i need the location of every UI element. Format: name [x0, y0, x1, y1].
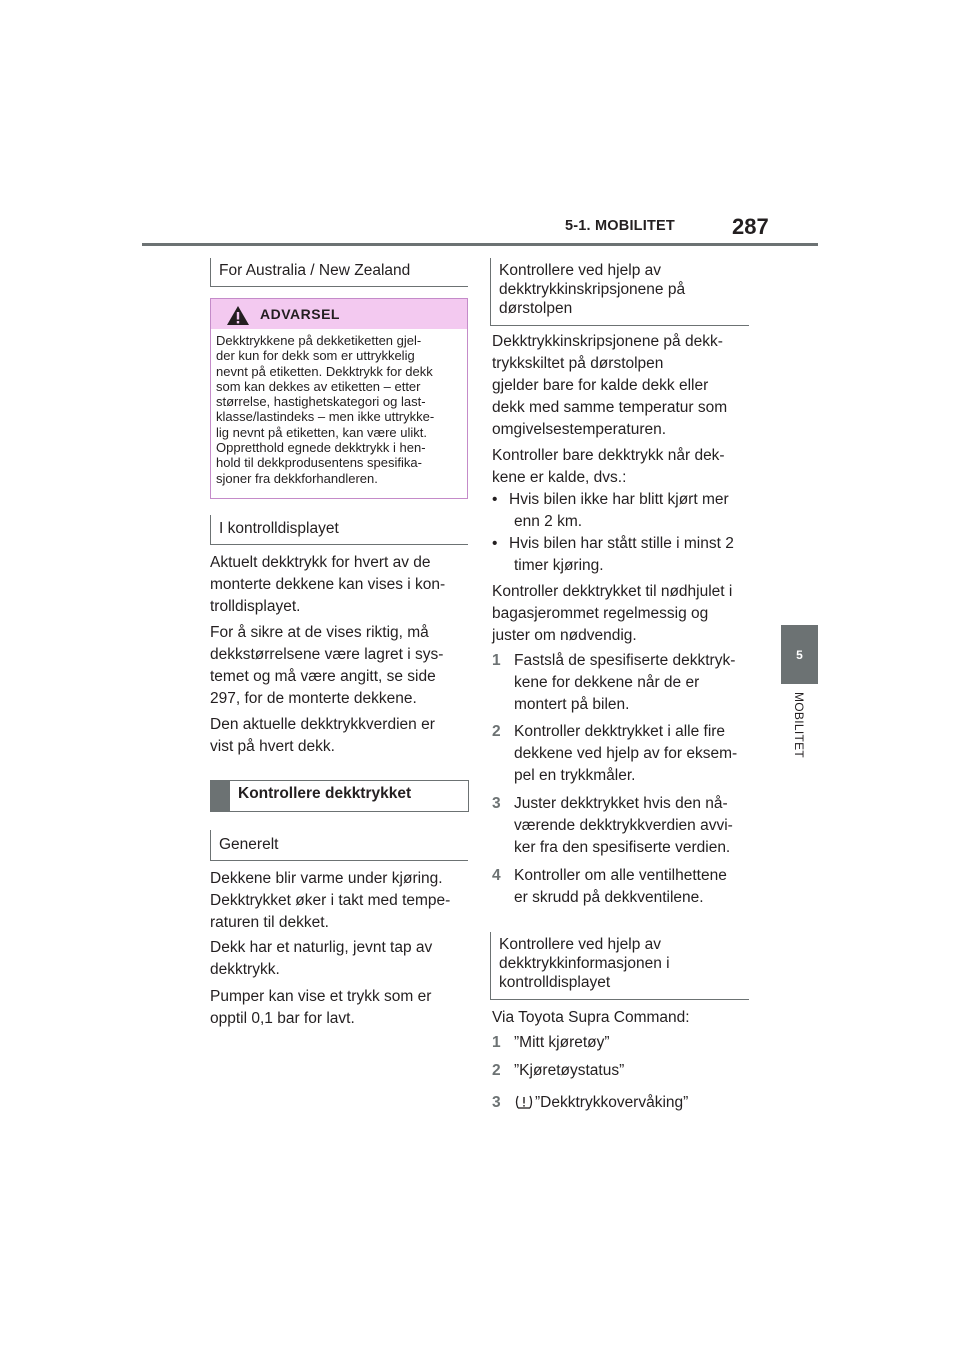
- text-line: Kontrollere ved hjelp av: [499, 936, 661, 953]
- main-heading: [210, 780, 469, 812]
- bullet-item: [492, 533, 752, 577]
- warning-line: lig nevnt på etiketten, kan være ulikt.: [216, 424, 428, 440]
- text-line: 297, for de monterte dekkene.: [210, 690, 417, 707]
- text-line: enn 2 km.: [514, 513, 583, 530]
- warning-line: nevnt på etiketten. Dekktrykk for dekk: [216, 363, 433, 379]
- warning-line: Oppretthold egnede dekktrykk i hen-: [216, 440, 426, 456]
- paragraph: [492, 331, 727, 441]
- text-line: raturen til dekket.: [210, 914, 329, 931]
- menu-step: [492, 1032, 752, 1054]
- warning-line: der kun for dekk som er uttrykkelig: [216, 348, 415, 364]
- text-line: omgivelsestemperaturen.: [492, 421, 667, 438]
- paragraph: Via Toyota Supra Command:: [492, 1009, 690, 1026]
- sub-heading-control-display: [210, 515, 468, 545]
- text-line: dørstolpen: [499, 300, 573, 317]
- text-line: monterte dekkene kan vises i kon-: [210, 576, 446, 593]
- text-line: Dekktrykket øker i takt med tempe-: [210, 892, 451, 909]
- menu-step: [492, 1060, 752, 1082]
- text-line: opptil 0,1 bar for lavt.: [210, 1010, 355, 1027]
- text-line: Pumper kan vise et trykk som er: [210, 988, 432, 1005]
- text-line: Juster dekktrykket hvis den nå-: [514, 795, 728, 812]
- chapter-tab: 5: [781, 625, 818, 684]
- sub-heading-doorpost: [490, 258, 749, 326]
- warning-line: hold til dekkprodusentens spesifika-: [216, 455, 422, 471]
- paragraph: [210, 937, 432, 981]
- warning-line: som kan dekkes av etiketten – etter: [216, 378, 421, 394]
- text-line: Fastslå de spesifiserte dekktryk-: [514, 652, 736, 669]
- menu-step: [492, 1092, 752, 1114]
- step-text: [514, 650, 735, 716]
- paragraph: [492, 581, 732, 647]
- text-line: timer kjøring.: [514, 557, 604, 574]
- paragraph: [210, 552, 445, 618]
- warning-line: sjoner fra dekkforhandleren.: [216, 470, 378, 486]
- text-line: kene for dekkene når de er: [514, 674, 700, 691]
- step-number: 2: [492, 723, 501, 740]
- menu-step-text: ”Kjøretøystatus”: [514, 1062, 625, 1079]
- heading-block: [210, 780, 230, 812]
- text-line: dekktrykkinformasjonen i: [499, 955, 670, 972]
- step-text: [514, 793, 733, 859]
- bullet-item: [492, 489, 752, 533]
- step-text: [514, 721, 737, 787]
- text-line: kontrolldisplayet: [499, 974, 611, 991]
- step-item: [492, 721, 752, 787]
- sub-heading-control-display-text: I kontrolldisplayet: [219, 520, 339, 537]
- text-line: For å sikre at de vises riktig, må: [210, 624, 429, 641]
- text-line: Kontroller dekktrykket i alle fire: [514, 723, 726, 740]
- warning-header: [211, 299, 467, 329]
- menu-step-text: ”Mitt kjøretøy”: [514, 1034, 610, 1051]
- header-rule: [142, 243, 818, 246]
- text-line: Dekktrykkinskripsjonene på dekk-: [492, 333, 723, 350]
- warning-line: størrelse, hastighetskategori og last-: [216, 394, 426, 410]
- text-line: dekk med samme temperatur som: [492, 399, 728, 416]
- tire-pressure-warning-icon: [514, 1094, 534, 1110]
- text-line: vist på hvert dekk.: [210, 738, 335, 755]
- text-line: Aktuelt dekktrykk for hvert av de: [210, 554, 431, 571]
- paragraph: [492, 445, 725, 489]
- step-number: 3: [492, 795, 501, 812]
- paragraph: [210, 714, 435, 758]
- bullet-text: [509, 489, 729, 533]
- text-line: Hvis bilen ikke har blitt kjørt mer: [509, 491, 729, 508]
- text-line: dekkene ved hjelp av for eksem-: [514, 745, 738, 762]
- text-line: trolldisplayet.: [210, 598, 301, 615]
- text-line: Hvis bilen har stått stille i minst 2: [509, 535, 734, 552]
- text-line: pel en trykkmåler.: [514, 767, 636, 784]
- step-item: [492, 650, 752, 716]
- text-line: Dekk har et naturlig, jevnt tap av: [210, 939, 433, 956]
- sub-heading-doorpost-text: [499, 261, 685, 318]
- sub-heading-general: [210, 830, 468, 861]
- sub-heading-general-text: Generelt: [219, 836, 279, 853]
- text-line: værende dekktrykkverdien avvi-: [514, 817, 733, 834]
- text-line: dekkstørrelsene være lagret i sys-: [210, 646, 444, 663]
- paragraph: [210, 868, 450, 934]
- text-line: er skrudd på dekkventilene.: [514, 889, 704, 906]
- warning-box: [210, 298, 468, 499]
- sub-heading-australia: [210, 258, 468, 287]
- menu-step-text: ”Dekktrykkovervåking”: [535, 1094, 689, 1111]
- text-line: gjelder bare for kalde dekk eller: [492, 377, 709, 394]
- chapter-label-text: MOBILITET: [792, 692, 806, 759]
- warning-title: ADVARSEL: [260, 306, 340, 322]
- step-number: 4: [492, 867, 501, 884]
- section-title: 5-1. MOBILITET: [565, 218, 675, 234]
- warning-text: [216, 333, 466, 486]
- page-number: 287: [732, 214, 769, 239]
- text-line: dekktrykk.: [210, 961, 280, 978]
- step-item: [492, 865, 752, 909]
- chapter-label: [790, 692, 810, 782]
- text-line: Kontroller bare dekktrykk når dek-: [492, 447, 725, 464]
- step-number: 1: [492, 1034, 501, 1051]
- step-number: 2: [492, 1062, 501, 1079]
- paragraph: [210, 622, 443, 710]
- step-item: [492, 793, 752, 859]
- text-line: Dekkene blir varme under kjøring.: [210, 870, 443, 887]
- bullet-icon: •: [492, 535, 498, 552]
- sub-heading-info-text: [499, 935, 670, 992]
- warning-line: Dekktrykkene på dekketiketten gjel-: [216, 333, 422, 348]
- text-line: Kontrollere ved hjelp av: [499, 262, 661, 279]
- text-line: Kontroller om alle ventilhettene: [514, 867, 727, 884]
- text-line: bagasjerommet regelmessig og: [492, 605, 709, 622]
- text-line: juster om nødvendig.: [492, 627, 637, 644]
- bullet-icon: •: [492, 491, 498, 508]
- text-line: montert på bilen.: [514, 696, 630, 713]
- sub-heading-australia-text: For Australia / New Zealand: [219, 262, 411, 279]
- bullet-text: [509, 533, 734, 577]
- sub-heading-control-display-info: [490, 932, 749, 1000]
- text-line: temet og må være angitt, se side: [210, 668, 436, 685]
- warning-triangle-icon: [226, 305, 250, 326]
- main-heading-text: Kontrollere dekktrykket: [238, 785, 412, 802]
- step-number: 3: [492, 1094, 501, 1111]
- warning-line: klasse/lastindeks – men ikke uttrykke-: [216, 409, 435, 425]
- text-line: kene er kalde, dvs.:: [492, 469, 627, 486]
- paragraph: [210, 986, 431, 1030]
- text-line: ker fra den spesifiserte verdien.: [514, 839, 731, 856]
- step-number: 1: [492, 652, 501, 669]
- text-line: trykkskiltet på dørstolpen: [492, 355, 664, 372]
- text-line: dekktrykkinskripsjonene på: [499, 281, 686, 298]
- step-text: [514, 865, 727, 909]
- text-line: Kontroller dekktrykket til nødhjulet i: [492, 583, 733, 600]
- text-line: Den aktuelle dekktrykkverdien er: [210, 716, 435, 733]
